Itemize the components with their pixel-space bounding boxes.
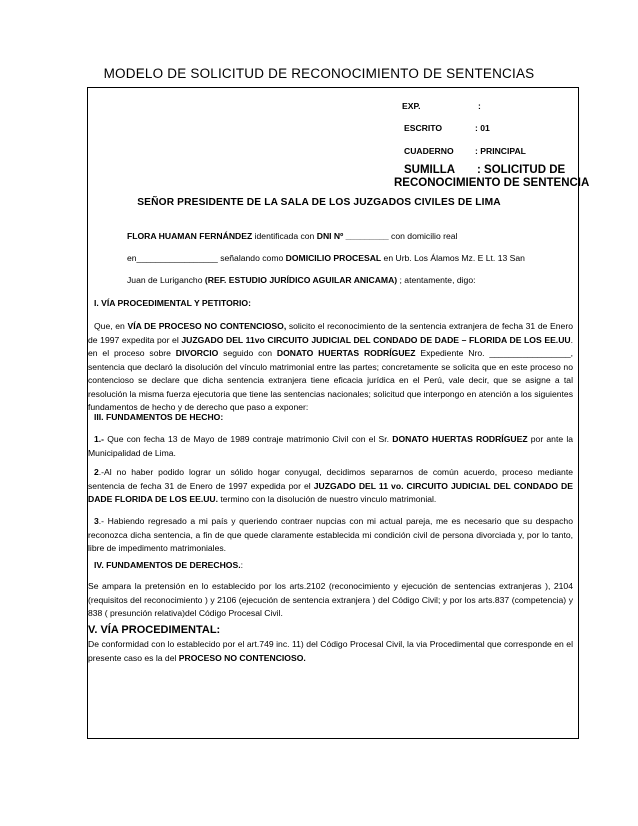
intro-line-2: en_________________ señalando como DOMICILIO PROCESAL en Urb. Los Álamos Mz. E Lt. 13 San <box>127 253 525 263</box>
cuaderno-label: CUADERNO <box>404 146 454 156</box>
section-3-paragraph-3: 3.- Habiendo regresado a mi país y queriendo contraer nupcias con mi actual pareja, me es necesario que su despacho reconozca dicha sentencia, a fin de que quede claramente establecida mi condición civil de persona divorciada y, por lo tanto, libre de impedimento matrimoniales. <box>88 516 573 553</box>
exp-value: : <box>478 101 481 111</box>
section-3-paragraph-1: 1.- Que con fecha 13 de Mayo de 1989 contraje matrimonio Civil con el Sr. DONATO HUERTAS RODRÍGUEZ por ante la Municipalidad de Lima. <box>88 434 574 458</box>
addressee: SEÑOR PRESIDENTE DE LA SALA DE LOS JUZGADOS CIVILES DE LIMA <box>137 197 501 208</box>
document-title: MODELO DE SOLICITUD DE RECONOCIMIENTO DE SENTENCIAS <box>103 66 535 81</box>
section-4-heading: IV. FUNDAMENTOS DE DERECHOS.: <box>94 560 243 570</box>
section-5-paragraph: De conformidad con lo establecido por el art.749 inc. 11) del Código Procesal Civil, la via Procedimental que corresponde en el presente caso es la del PROCESO NO CONTENCIOSO. <box>88 639 573 663</box>
exp-label: EXP. <box>402 101 421 111</box>
section-3-heading: III. FUNDAMENTOS DE HECHO: <box>94 412 224 422</box>
intro-line-3: Juan de Lurigancho (REF. ESTUDIO JURÍDICO AGUILAR ANICAMA) ; atentamente, digo: <box>127 275 476 285</box>
escrito-label: ESCRITO <box>404 123 443 133</box>
section-1-heading: I. VÍA PROCEDIMENTAL Y PETITORIO: <box>94 298 251 308</box>
sumilla-label: SUMILLA <box>404 164 456 176</box>
section-1-paragraph: Que, en VÍA DE PROCESO NO CONTENCIOSO, solicito el reconocimiento de la sentencia extranjera de fecha 31 de Enero de 1997 expedita por el JUZGADO DEL 11vo CIRCUITO JUDICIAL DEL CONDADO DE DADE – FLORIDA DE LOS EE.UU. en el proceso sobre DIVORCIO seguido con DONATO HUERTAS RODRÍGUEZ Expediente Nro. _________________, sentencia que declaró la disolución del vínculo matrimonial entre las partes; concretamente se solicita que en este proceso no contencioso se declare que dicha sentencia extranjera tiene eficacia jurídica en el Perú, vale decir, que se asigne a tal resolución la misma fuerza ejecutoria que tiene las sentencias nacionales; solicitud que interpongo en atención a los siguientes fundamentos de hecho y de derecho que paso a exponer: <box>88 321 574 412</box>
intro-line-1: FLORA HUAMAN FERNÁNDEZ identificada con DNI Nº _________ con domicilio real <box>127 231 458 241</box>
escrito-value: : 01 <box>475 123 490 133</box>
cuaderno-value: : PRINCIPAL <box>475 146 526 156</box>
section-3-paragraph-2: 2.-Al no haber podido lograr un sólido hogar conyugal, decidimos separarnos de común acuerdo, proceso mediante sentencia de fecha 31 de Enero de 1997 expedida por el JUZGADO DEL 11 vo. CIRCUITO JUDICIAL DEL CONDADO DE DADE FLORIDA DE LOS EE.UU. termino con la disolución de nuestro vinculo matrimonial. <box>88 467 573 504</box>
sumilla-value: : SOLICITUD DE <box>477 164 566 176</box>
sumilla-line2: RECONOCIMIENTO DE SENTENCIA <box>394 177 590 189</box>
section-4-paragraph: Se ampara la pretensión en lo establecido por los arts.2102 (reconocimiento y ejecución de sentencias extranjeras ), 2104 (requisitos del reconocimiento ) y 2106 (ejecución de sentencia extranjera ) del Código Civil; y por los arts.837 (competencia) y 838 ( presunción relativa)del Código Procesal Civil. <box>88 581 573 618</box>
section-5-heading: V. VÍA PROCEDIMENTAL: <box>88 624 221 636</box>
petitioner-name: FLORA HUAMAN FERNÁNDEZ <box>127 231 253 241</box>
